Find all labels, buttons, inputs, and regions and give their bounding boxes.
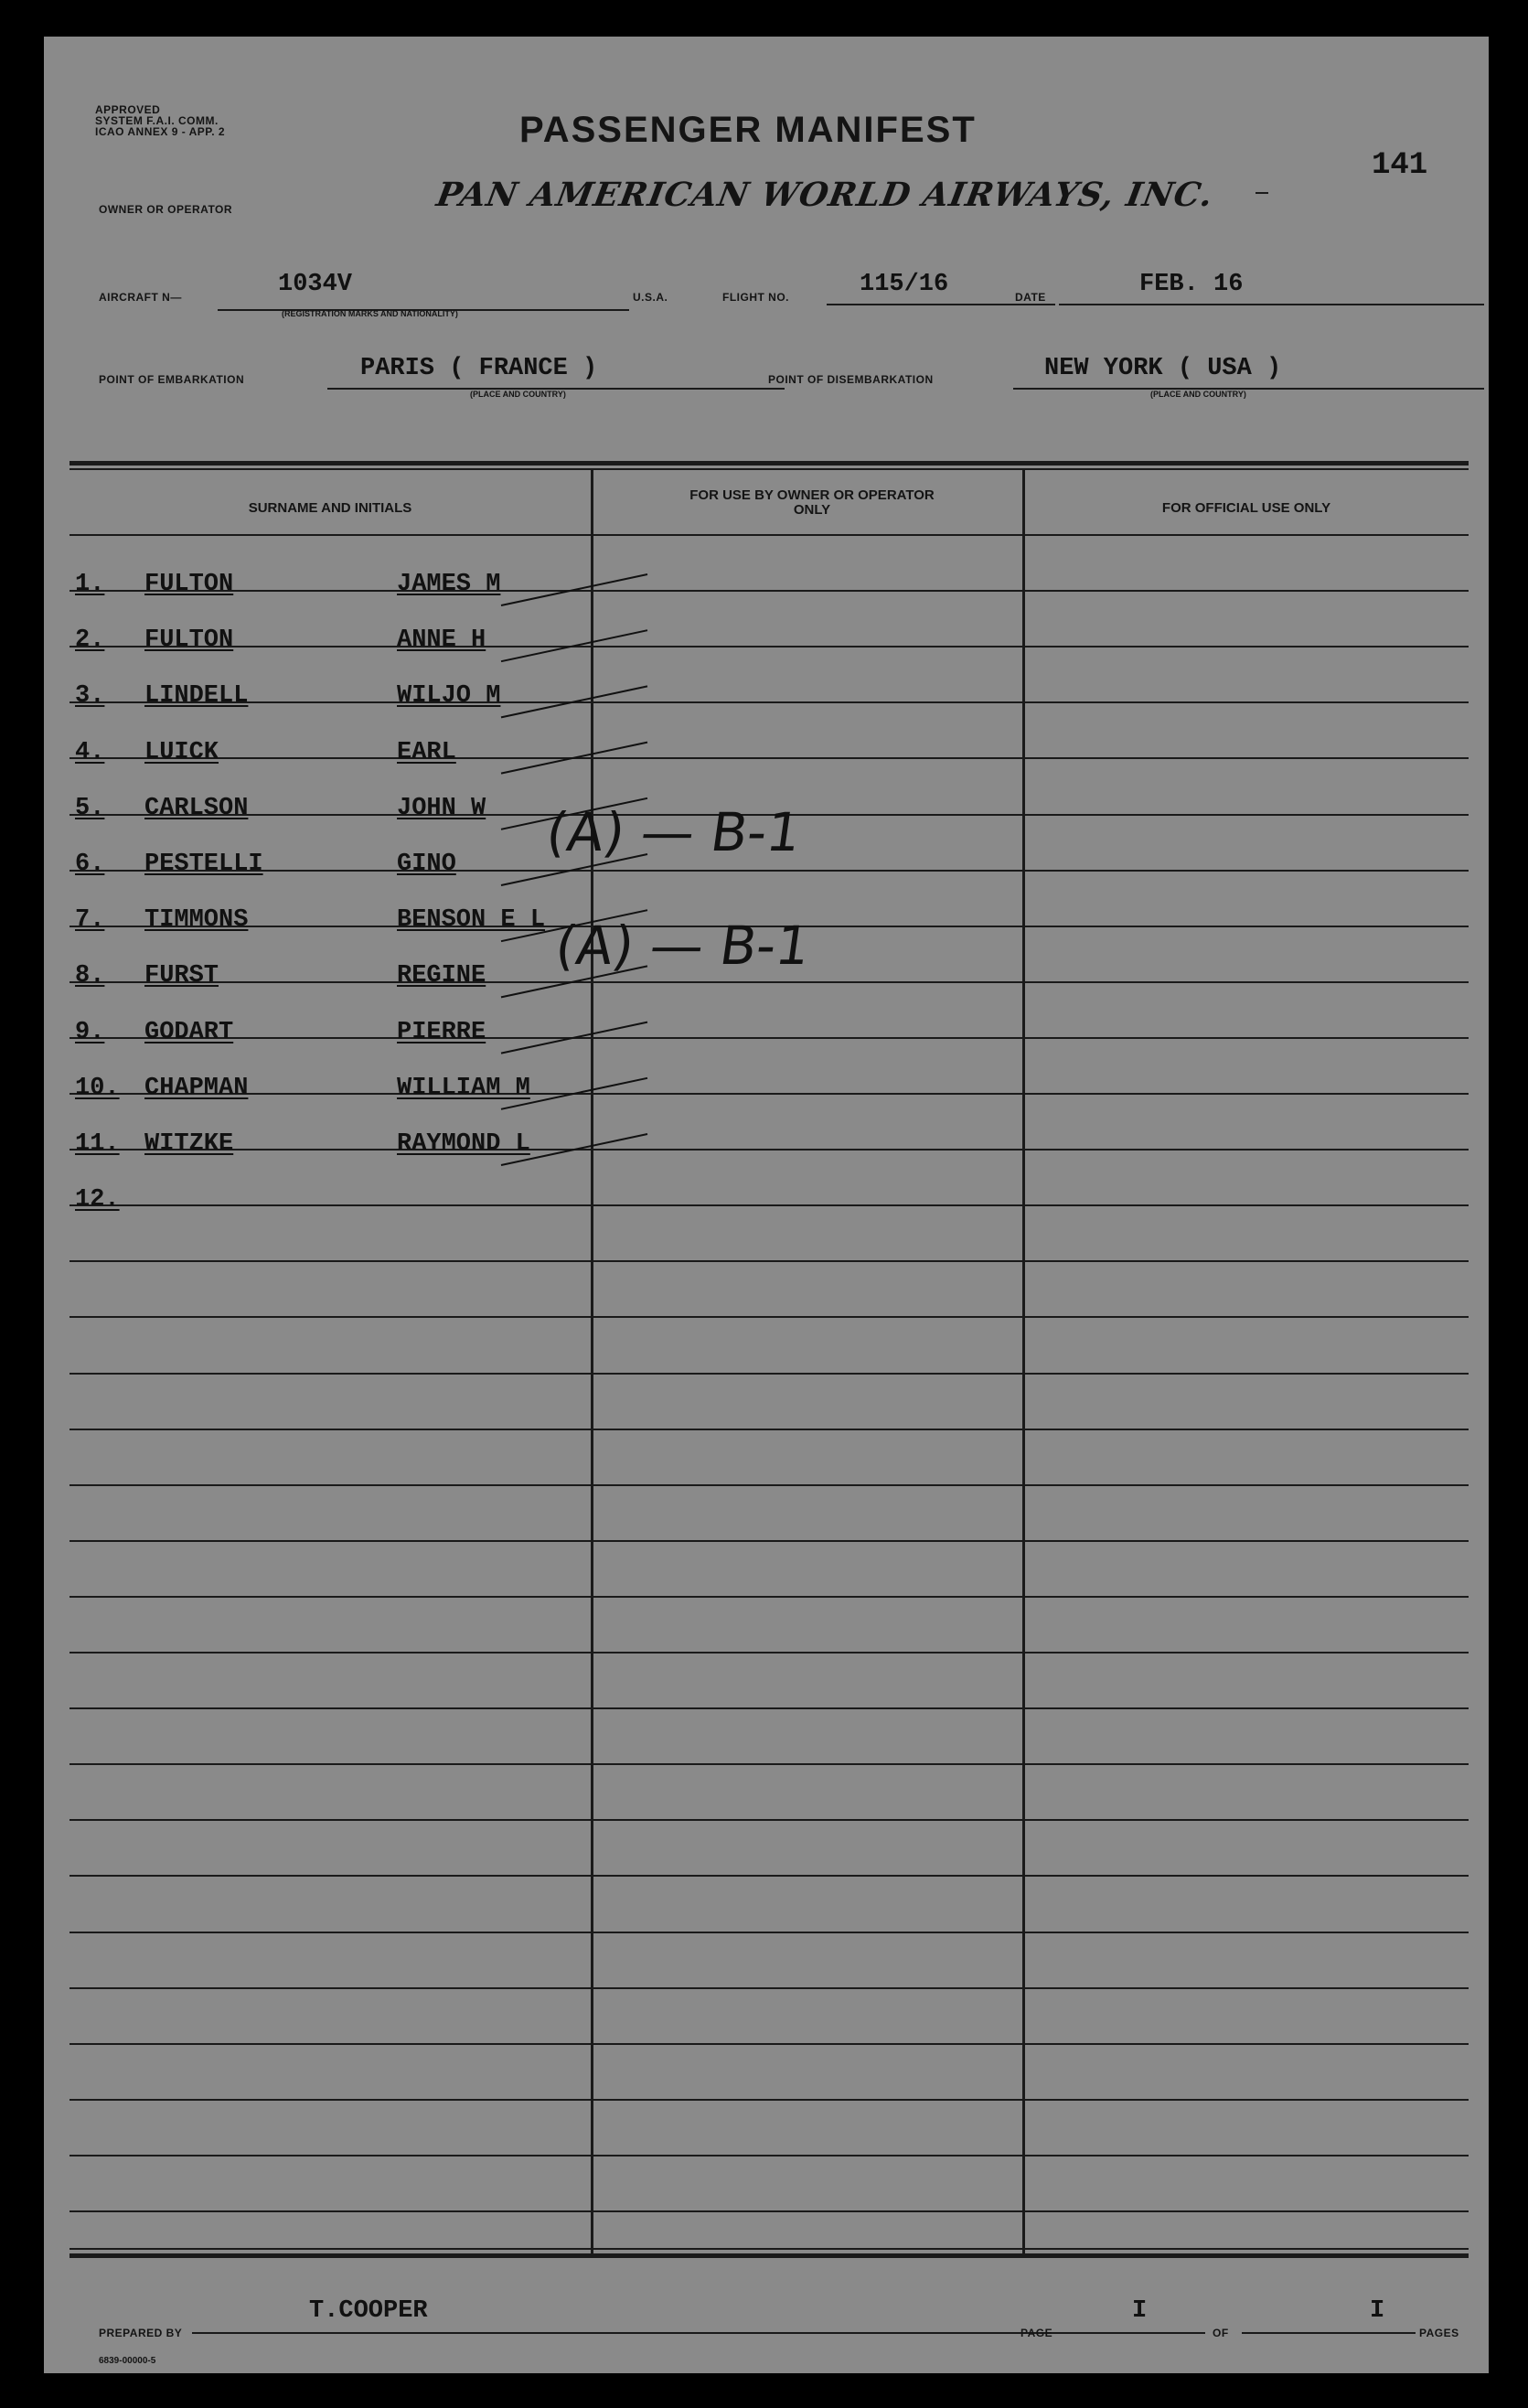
form-number: 6839-00000-5	[99, 2356, 156, 2366]
row-rule	[69, 1204, 1469, 1206]
owner-dash	[1256, 192, 1268, 194]
row-rule	[69, 534, 1469, 536]
passenger-surname: WITZKE	[144, 1130, 234, 1158]
date-value: FEB. 16	[1139, 271, 1244, 298]
row-rule	[69, 870, 1469, 872]
passenger-surname: FURST	[144, 962, 219, 990]
owner-label: OWNER OR OPERATOR	[99, 203, 233, 216]
row-rule	[69, 646, 1469, 647]
row-number: 2.	[75, 626, 105, 655]
row-rule	[69, 1652, 1469, 1653]
row-rule	[69, 2043, 1469, 2045]
row-number: 10.	[75, 1074, 120, 1102]
row-rule	[69, 757, 1469, 759]
passenger-initials: ANNE H	[397, 626, 486, 655]
passenger-initials: EARL	[397, 738, 456, 766]
handwritten-note-row-8: (A) — B-1	[551, 915, 815, 977]
row-rule	[69, 2155, 1469, 2156]
row-rule	[69, 590, 1469, 592]
flight-value: 115/16	[860, 271, 949, 298]
passenger-surname: FULTON	[144, 626, 234, 655]
row-rule	[69, 701, 1469, 703]
passenger-initials: RAYMOND L	[397, 1130, 530, 1158]
row-number: 5.	[75, 794, 105, 822]
passenger-surname: LUICK	[144, 738, 219, 766]
row-rule	[69, 1037, 1469, 1039]
usa-label: U.S.A.	[633, 291, 668, 304]
page-value: I	[1132, 2297, 1148, 2325]
aircraft-label: AIRCRAFT N—	[99, 291, 182, 304]
aircraft-value: 1034V	[278, 271, 353, 298]
approval-stamp	[95, 104, 225, 137]
approval-line-2: SYSTEM F.A.I. COMM.	[95, 114, 219, 127]
passenger-surname: PESTELLI	[144, 851, 263, 878]
row-number: 4.	[75, 738, 105, 766]
passenger-initials: BENSON E L	[397, 906, 546, 935]
pages-value: I	[1370, 2297, 1385, 2325]
column-divider-2	[1022, 470, 1025, 2253]
row-rule	[69, 1596, 1469, 1598]
passenger-surname: GODART	[144, 1018, 234, 1046]
passenger-surname: CHAPMAN	[144, 1074, 249, 1102]
passenger-initials: GINO	[397, 851, 456, 878]
page-number: 141	[1372, 148, 1428, 183]
row-rule	[69, 1875, 1469, 1877]
passenger-initials: JAMES M	[397, 571, 501, 598]
page-title: PASSENGER MANIFEST	[519, 110, 977, 150]
row-number: 12.	[75, 1186, 120, 1215]
row-rule	[69, 1429, 1469, 1430]
row-rule	[69, 2210, 1469, 2212]
embarkation-value: PARIS ( FRANCE )	[360, 355, 598, 382]
row-number: 6.	[75, 851, 105, 878]
row-rule	[69, 981, 1469, 983]
disembarkation-underline	[1013, 388, 1484, 390]
date-underline	[1059, 304, 1484, 305]
approval-line-1: APPROVED	[95, 103, 161, 116]
col-header-owner-use: FOR USE BY OWNER OR OPERATOR ONLY	[689, 487, 935, 518]
row-number: 9.	[75, 1018, 105, 1046]
table-top-rule-thin	[69, 468, 1469, 470]
row-rule	[69, 1707, 1469, 1709]
table-bottom-rule	[69, 2253, 1469, 2258]
row-rule	[69, 1819, 1469, 1821]
passenger-surname: TIMMONS	[144, 906, 249, 935]
table-top-rule	[69, 461, 1469, 466]
flight-underline	[827, 304, 1055, 305]
row-rule	[69, 1373, 1469, 1375]
table-bottom-rule-thin	[69, 2248, 1469, 2250]
passenger-initials: WILJO M	[397, 682, 501, 711]
pages-underline	[1242, 2332, 1416, 2334]
passenger-initials: WILLIAM M	[397, 1074, 530, 1102]
embarkation-sublabel: (PLACE AND COUNTRY)	[470, 390, 566, 399]
flight-label: FLIGHT NO.	[722, 291, 789, 304]
row-number: 7.	[75, 906, 105, 935]
row-rule	[69, 1260, 1469, 1262]
row-rule	[69, 1987, 1469, 1989]
row-rule	[69, 1093, 1469, 1095]
passenger-initials: REGINE	[397, 962, 486, 990]
approval-line-3: ICAO ANNEX 9 - APP. 2	[95, 125, 226, 138]
row-rule	[69, 1540, 1469, 1542]
row-number: 8.	[75, 962, 105, 990]
passenger-surname: LINDELL	[144, 682, 249, 711]
row-rule	[69, 1484, 1469, 1486]
embarkation-label: POINT OF EMBARKATION	[99, 373, 245, 386]
pages-label: PAGES	[1419, 2327, 1459, 2339]
column-divider-1	[591, 470, 593, 2253]
passenger-surname: FULTON	[144, 571, 234, 598]
col-header-surname: SURNAME AND INITIALS	[248, 500, 412, 516]
prepared-by-value: T.COOPER	[309, 2297, 428, 2325]
disembarkation-label: POINT OF DISEMBARKATION	[768, 373, 934, 386]
row-number: 11.	[75, 1130, 120, 1158]
aircraft-sublabel: (REGISTRATION MARKS AND NATIONALITY)	[282, 309, 458, 318]
row-rule	[69, 1316, 1469, 1318]
disembarkation-sublabel: (PLACE AND COUNTRY)	[1150, 390, 1246, 399]
row-rule	[69, 1149, 1469, 1150]
passenger-surname: CARLSON	[144, 794, 249, 822]
handwritten-note-row-6: (A) — B-1	[542, 801, 806, 863]
row-number: 3.	[75, 682, 105, 711]
passenger-initials: PIERRE	[397, 1018, 486, 1046]
passenger-initials: JOHN W	[397, 794, 486, 822]
page-underline	[1059, 2332, 1205, 2334]
row-number: 1.	[75, 571, 105, 598]
page-label: PAGE	[1020, 2327, 1053, 2339]
row-rule	[69, 1763, 1469, 1765]
row-rule	[69, 2099, 1469, 2101]
prepared-by-underline	[192, 2332, 1061, 2334]
row-rule	[69, 1932, 1469, 1933]
owner-value: PAN AMERICAN WORLD AIRWAYS, INC.	[433, 176, 1217, 214]
col-header-official: FOR OFFICIAL USE ONLY	[1161, 500, 1331, 516]
of-label: OF	[1213, 2327, 1229, 2339]
disembarkation-value: NEW YORK ( USA )	[1044, 355, 1282, 382]
date-label: DATE	[1015, 291, 1046, 304]
prepared-by-label: PREPARED BY	[99, 2327, 183, 2339]
manifest-sheet	[44, 37, 1489, 2373]
